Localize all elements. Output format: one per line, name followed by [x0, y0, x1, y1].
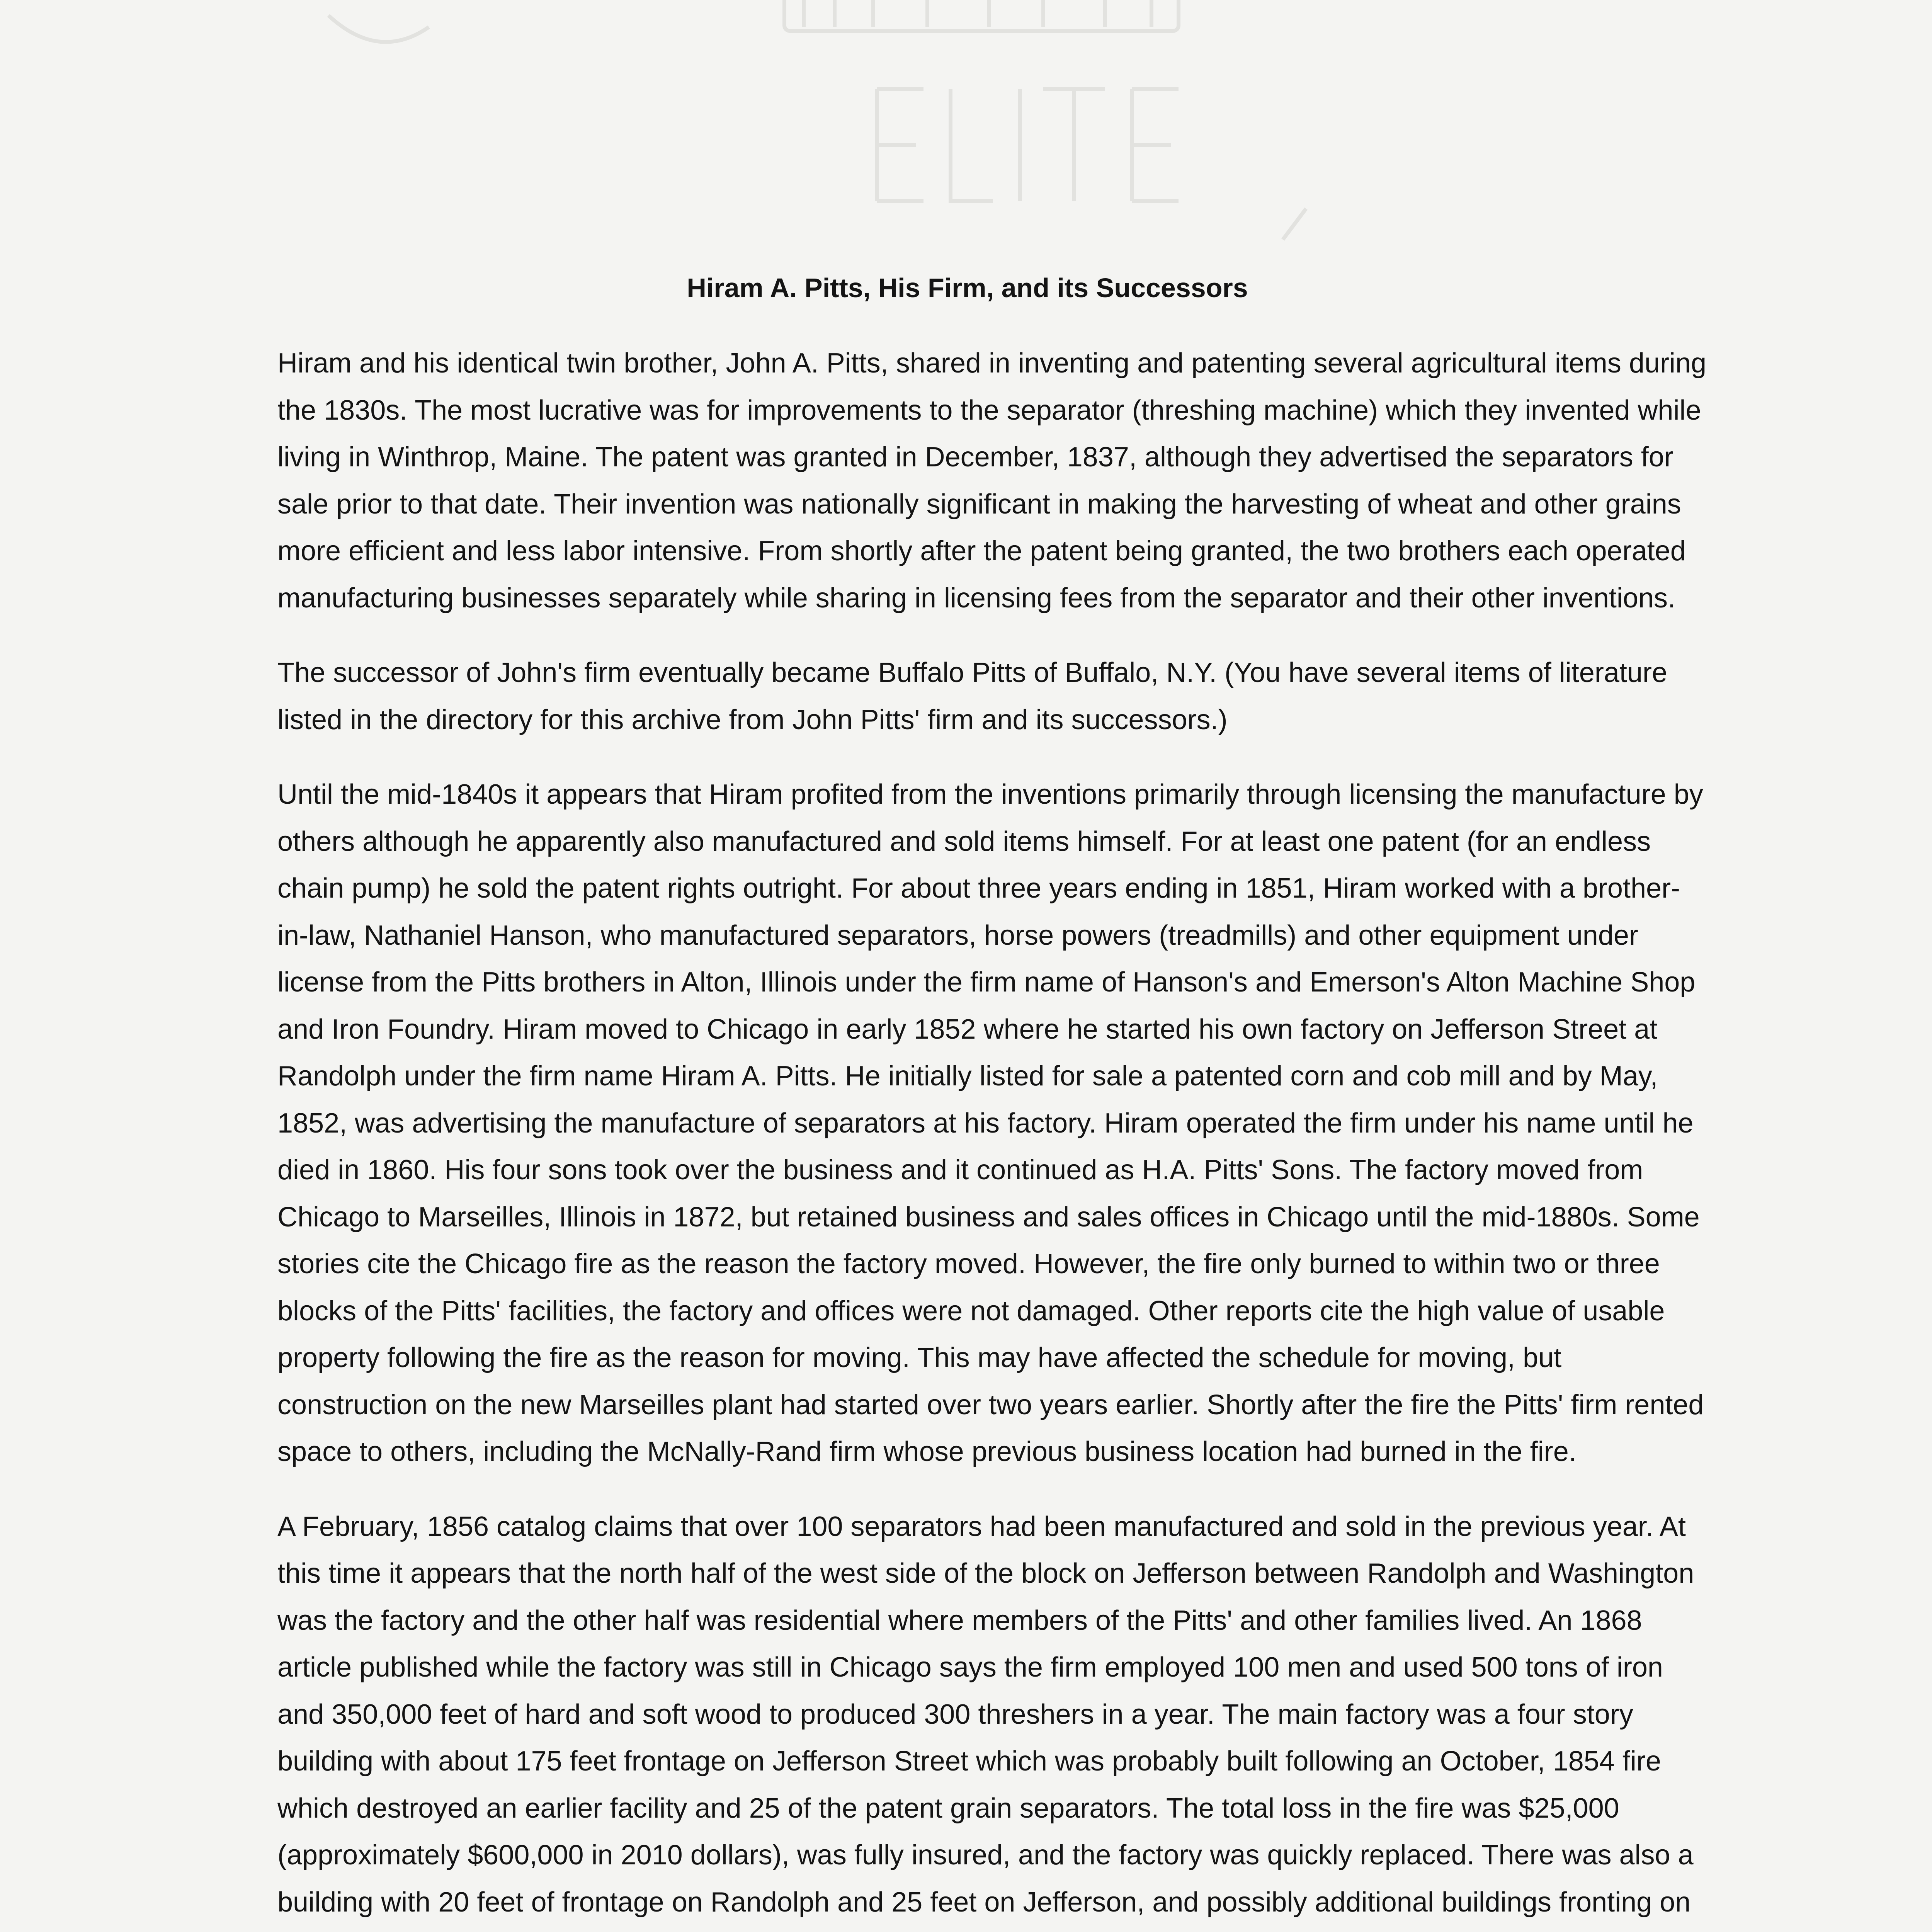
document-body [277, 340, 1707, 1932]
paragraph-1: Hiram and his identical twin brother, John A. Pitts, shared in inventing and patenting several agricultural items during the 1830s. The most lucrative was for improvements to the separator (threshing machine) which they invented while living in Winthrop, Maine. The patent was granted in December, 1837, although they advertised the separators for sale prior to that date. Their invention was nationally significant in making the harvesting of wheat and other grains more efficient and less labor intensive. From shortly after the patent being granted, the two brothers each operated manufacturing businesses separately while sharing in licensing fees from the separator and their other inventions. [277, 348, 1707, 614]
paragraph-4: A February, 1856 catalog claims that over 100 separators had been manufactured and sold in the previous year. At this time it appears that the north half of the west side of the block on Jefferson between Randolph and Washington was the factory and the other half was residential where members of the Pitts' and other families lived. An 1868 article published while the factory was still in Chicago says the firm employed 100 men and used 500 tons of iron and 350,000 feet of hard and soft wood to produced 300 threshers in a year. The main factory was a four story building with about 175 feet frontage on Jefferson Street which was probably built following an October, 1854 fire which destroyed an earlier facility and 25 of the patent grain separators. The total loss in the fire was $25,000 (approximately $600,000 in 2010 dollars), was fully insured, and the factory was quickly replaced. There was also a building with 20 feet of frontage on Randolph and 25 feet on Jefferson, and possibly additional buildings fronting on [277, 1511, 1694, 1918]
paragraph-2: The successor of John's firm eventually became Buffalo Pitts of Buffalo, N.Y. (You have several items of literature listed in the directory for this archive from John Pitts' firm and its successors.) [277, 657, 1667, 735]
paragraph-3: Until the mid-1840s it appears that Hiram profited from the inventions primarily through licensing the manufacture by others although he apparently also manufactured and sold items himself. For at least one patent (for an endless chain pump) he sold the patent rights outright. For about three years ending in 1851, Hiram worked with a brother-in-law, Nathaniel Hanson, who manufactured separators, horse powers (treadmills) and other equipment under license from the Pitts brothers in Alton, Illinois under the firm name of Hanson's and Emerson's Alton Machine Shop and Iron Foundry. Hiram moved to Chicago in early 1852 where he started his own factory on Jefferson Street at Randolph under the firm name Hiram A. Pitts. He initially listed for sale a patented corn and cob mill and by May, 1852, was advertising the manufacture of separators at his factory. Hiram operated the firm under his name until he died in 1860. His four sons took over the business and it continued as H.A. Pitts' Sons. The factory moved from Chicago to Marseilles, Illinois in 1872, but retained business and sales offices in Chicago until the mid-1880s. Some stories cite the Chicago fire as the reason the factory moved. However, the fire only burned to within two or three blocks of the Pitts' facilities, the factory and offices were not damaged. Other reports cite the high value of usable property following the fire as the reason for moving. This may have affected the schedule for moving, but construction on the new Marseilles plant had started over two years earlier. Shortly after the fire the Pitts' firm rented space to others, including the McNally-Rand firm whose previous business location had burned in the fire. [277, 779, 1704, 1467]
document-title: Hiram A. Pitts, His Firm, and its Successors [687, 273, 1248, 303]
